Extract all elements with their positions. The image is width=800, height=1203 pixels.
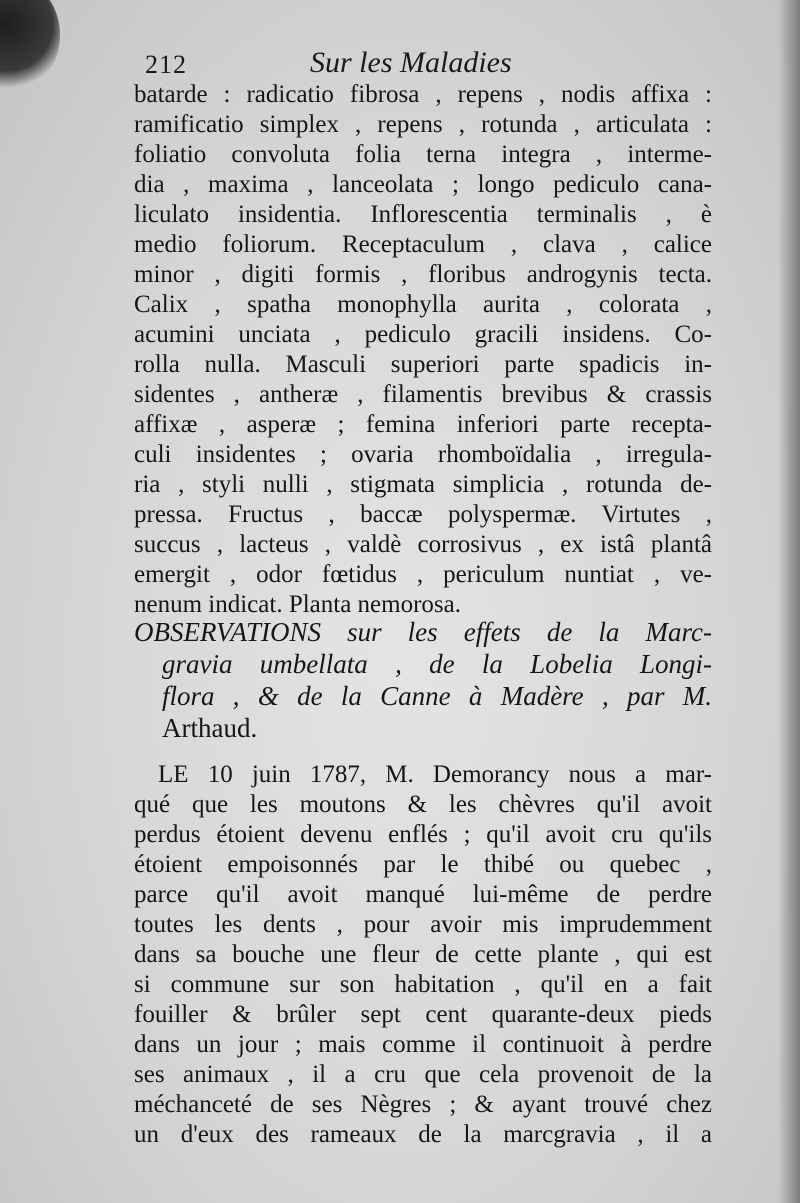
text-line: nenum indicat. Planta nemorosa.: [134, 591, 462, 618]
text-line: rolla nulla. Masculi superiori parte spadicis in-: [134, 351, 712, 378]
page-edge-shadow: [778, 0, 800, 1203]
text-line: dans sa bouche une fleur de cette plante , qui est: [134, 941, 712, 968]
text-line: ses animaux , il a cru que cela provenoit de la: [134, 1061, 712, 1088]
section-heading: [134, 616, 712, 744]
thumb-shadow: [0, 0, 60, 90]
text-line: pressa. Fructus , baccæ polyspermæ. Virtutes ,: [134, 501, 712, 528]
text-line: méchanceté de ses Nègres ; & ayant trouvé chez: [134, 1091, 712, 1118]
page-number: 212: [145, 50, 187, 79]
text-line: dia , maxima , lanceolata ; longo pediculo cana-: [134, 171, 712, 198]
text-line: medio foliorum. Receptaculum , clava , calice: [134, 231, 712, 258]
text-line: étoient empoisonnés par le thibé ou quebec ,: [134, 851, 712, 878]
heading-author: Arthaud.: [162, 713, 258, 743]
page-header: [140, 44, 560, 84]
text-line: acumini unciata , pediculo gracili insidens. Co-: [134, 321, 712, 348]
text-line: foliatio convoluta folia terna integra , interme-: [134, 141, 712, 168]
running-head: Sur les Maladies: [310, 46, 512, 79]
heading-line: flora , & de la Canne à Madère , par M.: [162, 681, 712, 711]
text-line: liculato insidentia. Inflorescentia terminalis , è: [134, 201, 712, 228]
text-line: LE 10 juin 1787, M. Demorancy nous a mar-: [158, 761, 712, 788]
text-line: un d'eux des rameaux de la marcgravia , il a: [134, 1121, 712, 1148]
text-line: si commune sur son habitation , qu'il en a fait: [134, 971, 712, 998]
latin-description-paragraph: [134, 80, 712, 620]
text-line: sidentes , antheræ , filamentis brevibus & crassis: [134, 381, 712, 408]
text-line: fouiller & brûler sept cent quarante-deux pieds: [134, 1001, 712, 1028]
french-body-paragraph: [134, 760, 712, 1150]
text-line: qué que les moutons & les chèvres qu'il avoit: [134, 791, 712, 818]
text-line: dans un jour ; mais comme il continuoit à perdre: [134, 1031, 712, 1058]
text-line: batarde : radicatio fibrosa , repens , nodis affixa :: [134, 81, 712, 108]
text-line: culi insidentes ; ovaria rhomboïdalia , irregula-: [134, 441, 712, 468]
text-line: succus , lacteus , valdè corrosivus , ex istâ plantâ: [134, 531, 712, 558]
text-line: minor , digiti formis , floribus androgynis tecta.: [134, 261, 712, 288]
text-line: affixæ , asperæ ; femina inferiori parte recepta-: [134, 411, 712, 438]
text-line: toutes les dents , pour avoir mis imprudemment: [134, 911, 712, 938]
text-line: ria , styli nulli , stigmata simplicia , rotunda de-: [134, 471, 712, 498]
text-line: parce qu'il avoit manqué lui-même de perdre: [134, 881, 712, 908]
heading-line: OBSERVATIONS sur les effets de la Marc-: [134, 617, 712, 647]
text-line: ramificatio simplex , repens , rotunda , articulata :: [134, 111, 712, 138]
text-line: emergit , odor fœtidus , periculum nuntiat , ve-: [134, 561, 712, 588]
heading-line: gravia umbellata , de la Lobelia Longi-: [162, 649, 712, 679]
text-line: Calix , spatha monophylla aurita , colorata ,: [134, 291, 712, 318]
text-line: perdus étoient devenu enflés ; qu'il avoit cru qu'ils: [134, 821, 712, 848]
